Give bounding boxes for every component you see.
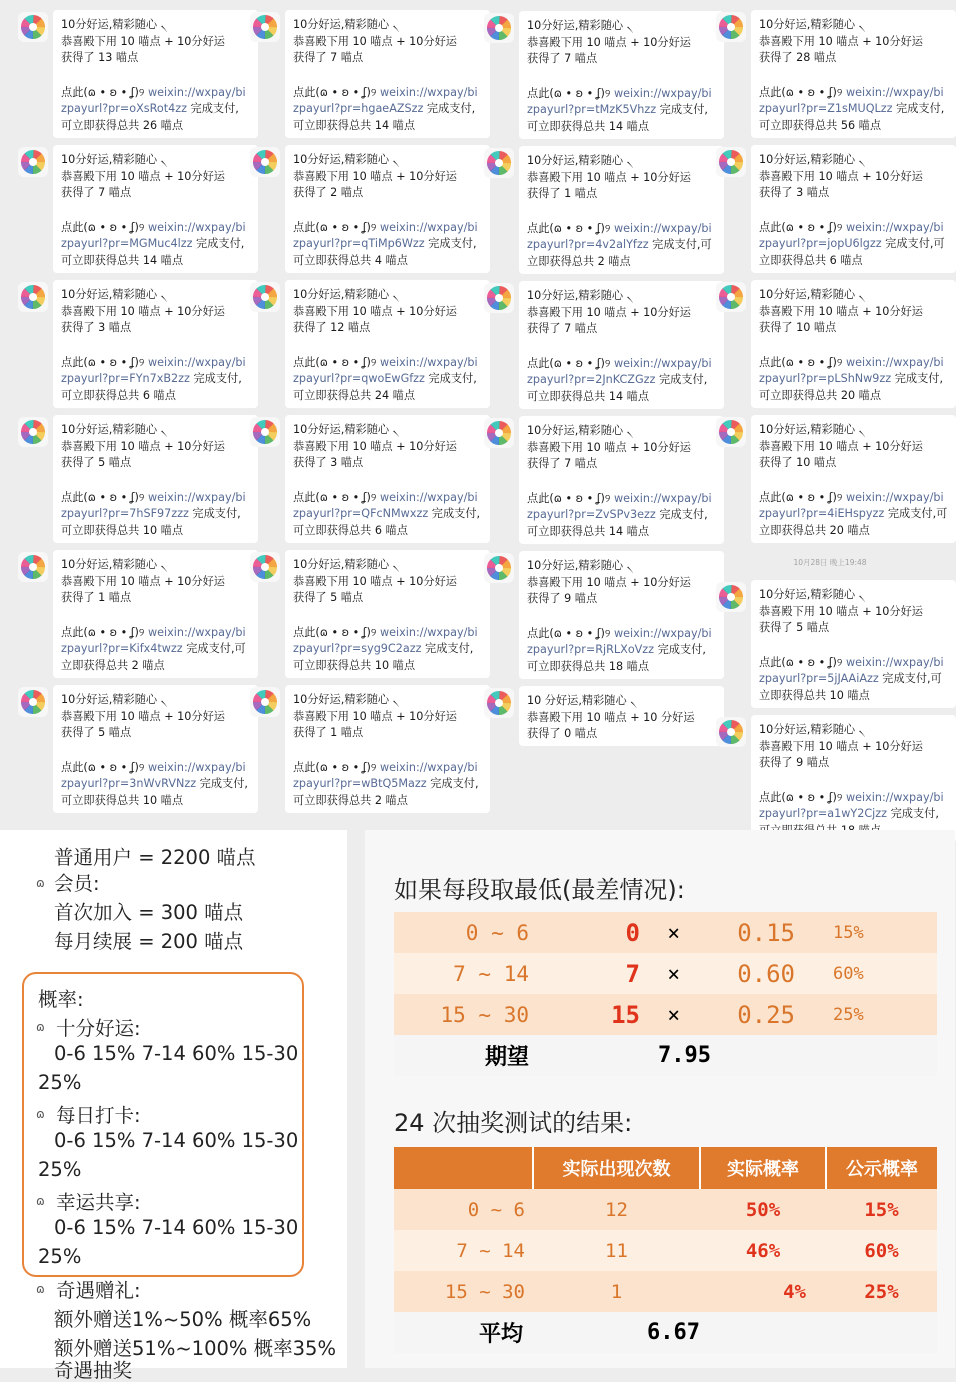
payment-text: [293, 760, 482, 810]
expectation-row: [394, 1035, 937, 1076]
member-label: 会员:: [54, 872, 100, 895]
message-line: 获得了 2 喵点: [293, 186, 364, 199]
payment-prefix: 点此(ɷ • ʚ • ʆ)୨: [293, 220, 380, 234]
payment-prefix: 点此(ɷ • ʚ • ʆ)୨: [293, 760, 380, 774]
message-line: 获得了 0 喵点: [527, 727, 598, 740]
message-line: 获得了 9 喵点: [759, 756, 830, 769]
chat-timestamp: 10月28日 晚上19:48: [793, 558, 867, 567]
message-line: 恭喜殿下用 10 喵点 + 10分好运: [759, 439, 923, 453]
message-line: 10分好运,精彩随心 ৲: [293, 423, 400, 436]
message-line: 恭喜殿下用 10 喵点 + 10分好运: [61, 304, 225, 318]
table-row: [394, 1230, 937, 1271]
sender-avatar[interactable]: [716, 282, 746, 312]
message-line: 10分好运,精彩随心 ৲: [527, 559, 634, 572]
message-line: 10分好运,精彩随心 ৲: [759, 153, 866, 166]
message-bubble[interactable]: [751, 715, 956, 843]
message-bubble[interactable]: [53, 415, 258, 543]
payment-link[interactable]: weixin://wxpay/bizpayurl?pr=a1wY2Cjzz: [759, 790, 944, 820]
message-line: 恭喜殿下用 10 喵点 + 10分好运: [61, 709, 225, 723]
payment-suffix: 完成支付,可立即获得总共 14 喵点: [527, 373, 708, 403]
payment-link[interactable]: weixin://wxpay/bizpayurl?pr=5jJAAiAzz: [759, 655, 944, 685]
payment-link[interactable]: weixin://wxpay/bizpayurl?pr=pLShNw9zz: [759, 355, 944, 385]
payment-prefix: 点此(ɷ • ʚ • ʆ)୨: [759, 490, 846, 504]
message-line: 10分好运,精彩随心 ৲: [759, 588, 866, 601]
pct-cell: 60%: [795, 953, 937, 994]
message-line: 恭喜殿下用 10 喵点 + 10分好运: [527, 170, 691, 184]
payment-suffix: 完成支付,可立即获得总共 2 喵点: [527, 238, 712, 268]
actual-prob-cell: 46%: [700, 1230, 826, 1271]
header-cell: [394, 1147, 533, 1189]
min-cell: 15: [535, 994, 640, 1035]
message-line: 恭喜殿下用 10 喵点 + 10分好运: [61, 574, 225, 588]
payment-link[interactable]: weixin://wxpay/bizpayurl?pr=2JnKCZGzz: [527, 356, 712, 386]
payment-text: [527, 491, 716, 541]
payment-text: [527, 626, 716, 676]
encounter-line-1: 额外赠送1%~50% 概率65%: [54, 1308, 312, 1331]
sender-avatar[interactable]: [484, 13, 514, 43]
message-line: 获得了 3 喵点: [293, 456, 364, 469]
payment-text: [293, 220, 482, 270]
sender-avatar[interactable]: [484, 553, 514, 583]
payment-suffix: 完成支付,可立即获得总共 56 喵点: [759, 102, 945, 132]
payment-suffix: 完成支付,可立即获得总共 4 喵点: [293, 237, 477, 267]
message-line: 恭喜殿下用 10 喵点 + 10分好运: [61, 439, 225, 453]
message-line: 恭喜殿下用 10 喵点 + 10分好运: [527, 440, 691, 454]
payment-text: [61, 625, 250, 675]
payment-link[interactable]: weixin://wxpay/bizpayurl?pr=Kifx4twzz: [61, 625, 246, 655]
message-line: 10分好运,精彩随心 ৲: [293, 693, 400, 706]
message-line: 获得了 10 喵点: [759, 456, 837, 469]
actual-prob-cell: 50%: [700, 1189, 826, 1230]
payment-suffix: 完成支付,可立即获得总共 10 喵点: [61, 777, 248, 807]
encounter-label: 奇遇赠礼:: [56, 1279, 141, 1302]
payment-suffix: 完成支付,可立即获得总共 10 喵点: [61, 507, 241, 537]
test-results-title: 24 次抽奖测试的结果:: [394, 1109, 633, 1137]
message-line: 恭喜殿下用 10 喵点 + 10分好运: [293, 34, 457, 48]
payment-text: [293, 490, 482, 540]
payment-prefix: 点此(ɷ • ʚ • ʆ)୨: [759, 655, 846, 669]
message-bubble[interactable]: [751, 280, 956, 408]
payment-suffix: 完成支付,可立即获得总共 14 喵点: [527, 103, 708, 133]
expectation-label: 期望: [394, 1035, 535, 1076]
message-line: 恭喜殿下用 10 喵点 + 10分好运: [759, 304, 923, 318]
range-cell: 15 ~ 30: [394, 1271, 533, 1312]
sender-avatar[interactable]: [484, 148, 514, 178]
message-line: 获得了 3 喵点: [759, 186, 830, 199]
payment-link[interactable]: weixin://wxpay/bizpayurl?pr=oXsRot4zz: [61, 85, 246, 115]
message-line: 恭喜殿下用 10 喵点 + 10分好运: [61, 34, 225, 48]
actual-prob-cell: 4%: [700, 1271, 826, 1312]
message-line: 恭喜殿下用 10 喵点 + 10 分好运: [527, 710, 695, 724]
bullet-icon: ɷ: [36, 1194, 45, 1208]
worst-case-title: 如果每段取最低(最差情况):: [394, 876, 685, 904]
average-value: 6.67: [533, 1312, 700, 1353]
payment-link[interactable]: weixin://wxpay/bizpayurl?pr=syg9C2azz: [293, 625, 478, 655]
payment-prefix: 点此(ɷ • ʚ • ʆ)୨: [293, 625, 380, 639]
message-line: 获得了 28 喵点: [759, 51, 837, 64]
sender-avatar[interactable]: [484, 283, 514, 313]
message-line: 获得了 7 喵点: [527, 52, 598, 65]
header-cell: 实际出现次数: [533, 1147, 700, 1189]
payment-text: [759, 355, 948, 405]
prob-item-name: 幸运共享:: [56, 1191, 141, 1214]
sender-avatar[interactable]: [250, 147, 280, 177]
payment-suffix: 完成支付,可立即获得总共 10 喵点: [293, 642, 474, 672]
partial-encounter-lottery: 奇遇抽奖: [54, 1359, 133, 1382]
bullet-icon: ɷ: [36, 1107, 45, 1121]
message-line: 10分好运,精彩随心 ৲: [61, 558, 168, 571]
message-line: 恭喜殿下用 10 喵点 + 10分好运: [759, 739, 923, 753]
payment-prefix: 点此(ɷ • ʚ • ʆ)୨: [61, 220, 148, 234]
payment-suffix: 完成支付,可立即获得总共 2 喵点: [61, 642, 246, 672]
payment-link[interactable]: weixin://wxpay/bizpayurl?pr=FYn7xB2zz: [61, 355, 246, 385]
message-line: 获得了 1 喵点: [61, 591, 132, 604]
member-first-join: 首次加入 = 300 喵点: [54, 901, 244, 924]
prob-item-line: 0-6 15% 7-14 60% 15-30: [54, 1042, 299, 1065]
message-line: 恭喜殿下用 10 喵点 + 10分好运: [293, 169, 457, 183]
message-bubble[interactable]: [519, 551, 724, 679]
payment-suffix: 完成支付,可立即获得总共 26 喵点: [61, 102, 239, 132]
message-bubble[interactable]: [751, 145, 956, 273]
prob-item-line: 0-6 15% 7-14 60% 15-30: [54, 1216, 299, 1239]
message-bubble[interactable]: [519, 146, 724, 274]
sender-avatar[interactable]: [250, 12, 280, 42]
payment-link[interactable]: weixin://wxpay/bizpayurl?pr=RjRLXoVzz: [527, 626, 712, 656]
message-line: 获得了 12 喵点: [293, 321, 371, 334]
payment-link[interactable]: weixin://wxpay/bizpayurl?pr=qwoEwGfzz: [293, 355, 478, 385]
message-line: 获得了 7 喵点: [293, 51, 364, 64]
prob-item-name: 十分好运:: [56, 1017, 141, 1040]
message-line: 10分好运,精彩随心 ৲: [759, 723, 866, 736]
sender-avatar[interactable]: [250, 282, 280, 312]
message-bubble[interactable]: [519, 281, 724, 409]
partial-normal-user: 普通用户 = 2200 喵点: [54, 846, 256, 869]
payment-link[interactable]: weixin://wxpay/bizpayurl?pr=jopU6lgzz: [759, 220, 944, 250]
message-line: 获得了 9 喵点: [527, 592, 598, 605]
encounter-line-2: 额外赠送51%~100% 概率35%: [54, 1337, 336, 1360]
message-line: 恭喜殿下用 10 喵点 + 10分好运: [759, 169, 923, 183]
message-line: 10分好运,精彩随心 ৲: [61, 18, 168, 31]
pct-cell: 25%: [795, 994, 937, 1035]
payment-prefix: 点此(ɷ • ʚ • ʆ)୨: [759, 790, 846, 804]
sender-avatar[interactable]: [716, 717, 746, 747]
sender-avatar[interactable]: [250, 417, 280, 447]
message-bubble[interactable]: [519, 416, 724, 544]
sender-avatar[interactable]: [18, 552, 48, 582]
payment-prefix: 点此(ɷ • ʚ • ʆ)୨: [527, 221, 614, 235]
message-line: 10分好运,精彩随心 ৲: [293, 288, 400, 301]
message-line: 恭喜殿下用 10 喵点 + 10分好运: [759, 604, 923, 618]
bullet-icon: ɷ: [36, 1282, 45, 1296]
range-cell: 15 ~ 30: [394, 994, 535, 1035]
sender-avatar[interactable]: [250, 552, 280, 582]
message-line: 10分好运,精彩随心 ৲: [759, 18, 866, 31]
range-cell: 0 ~ 6: [394, 912, 535, 953]
message-line: 获得了 3 喵点: [61, 321, 132, 334]
payment-text: [293, 355, 482, 405]
message-bubble[interactable]: [751, 10, 956, 138]
payment-prefix: 点此(ɷ • ʚ • ʆ)୨: [527, 86, 614, 100]
message-bubble[interactable]: [53, 280, 258, 408]
payment-prefix: 点此(ɷ • ʚ • ʆ)୨: [759, 220, 846, 234]
message-line: 10分好运,精彩随心 ৲: [527, 289, 634, 302]
payment-suffix: 完成支付,可立即获得总共 18 喵点: [527, 643, 706, 673]
payment-suffix: 完成支付,可立即获得总共 2 喵点: [293, 777, 479, 807]
message-line: 恭喜殿下用 10 喵点 + 10分好运: [293, 574, 457, 588]
sender-avatar[interactable]: [250, 687, 280, 717]
table-row: [394, 1189, 937, 1230]
payment-prefix: 点此(ɷ • ʚ • ʆ)୨: [293, 85, 380, 99]
published-prob-cell: 15%: [826, 1189, 937, 1230]
message-line: 恭喜殿下用 10 喵点 + 10分好运: [527, 35, 691, 49]
payment-prefix: 点此(ɷ • ʚ • ʆ)୨: [527, 356, 614, 370]
prob-cell: 0.15: [680, 912, 795, 953]
message-line: 10分好运,精彩随心 ৲: [527, 154, 634, 167]
payment-link[interactable]: weixin://wxpay/bizpayurl?pr=QFcNMwxzz: [293, 490, 478, 520]
payment-text: [293, 85, 482, 135]
message-line: 恭喜殿下用 10 喵点 + 10分好运: [527, 575, 691, 589]
payment-prefix: 点此(ɷ • ʚ • ʆ)୨: [61, 760, 148, 774]
payment-text: [61, 355, 250, 405]
message-bubble[interactable]: [285, 415, 490, 543]
times-cell: ×: [640, 994, 680, 1035]
message-bubble[interactable]: [751, 415, 956, 543]
payment-text: [61, 490, 250, 540]
range-cell: 0 ~ 6: [394, 1189, 533, 1230]
payment-prefix: 点此(ɷ • ʚ • ʆ)୨: [759, 355, 846, 369]
prob-cell: 0.25: [680, 994, 795, 1035]
message-line: 10分好运,精彩随心 ৲: [759, 288, 866, 301]
worst-row: [394, 994, 937, 1035]
payment-link[interactable]: weixin://wxpay/bizpayurl?pr=3nWvRVNzz: [61, 760, 246, 790]
bullet-icon: ɷ: [36, 876, 45, 890]
count-cell: 12: [533, 1189, 700, 1230]
sender-avatar[interactable]: [18, 687, 48, 717]
payment-suffix: 完成支付,可立即获得总共 10 喵点: [759, 672, 942, 702]
message-line: 获得了 10 喵点: [759, 321, 837, 334]
prob-item-name: 每日打卡:: [56, 1104, 141, 1127]
range-cell: 7 ~ 14: [394, 1230, 533, 1271]
message-line: 恭喜殿下用 10 喵点 + 10分好运: [759, 34, 923, 48]
message-bubble[interactable]: [285, 550, 490, 678]
payment-prefix: 点此(ɷ • ʚ • ʆ)୨: [293, 490, 380, 504]
sender-avatar[interactable]: [18, 282, 48, 312]
payment-suffix: 完成支付,可立即获得总共 14 喵点: [61, 237, 245, 267]
payment-suffix: 完成支付,可立即获得总共 24 喵点: [293, 372, 477, 402]
message-line: 10分好运,精彩随心 ৲: [293, 18, 400, 31]
payment-text: [293, 625, 482, 675]
payment-link[interactable]: weixin://wxpay/bizpayurl?pr=qTiMp6Wzz: [293, 220, 478, 250]
message-line: 获得了 7 喵点: [61, 186, 132, 199]
prob-item-line: 25%: [38, 1071, 82, 1094]
published-prob-cell: 25%: [826, 1271, 937, 1312]
message-bubble[interactable]: [519, 686, 724, 746]
message-line: 获得了 13 喵点: [61, 51, 139, 64]
message-line: 恭喜殿下用 10 喵点 + 10分好运: [293, 709, 457, 723]
message-line: 获得了 5 喵点: [759, 621, 830, 634]
message-line: 恭喜殿下用 10 喵点 + 10分好运: [293, 304, 457, 318]
range-cell: 7 ~ 14: [394, 953, 535, 994]
payment-prefix: 点此(ɷ • ʚ • ʆ)୨: [61, 355, 148, 369]
message-bubble[interactable]: [53, 145, 258, 273]
message-line: 恭喜殿下用 10 喵点 + 10分好运: [293, 439, 457, 453]
payment-suffix: 完成支付,可立即获得总共 14 喵点: [293, 102, 476, 132]
payment-suffix: 完成支付,可立即获得总共 20 喵点: [759, 372, 944, 402]
payment-text: [527, 356, 716, 406]
message-bubble[interactable]: [53, 550, 258, 678]
message-line: 获得了 5 喵点: [293, 591, 364, 604]
payment-text: [759, 490, 948, 540]
sender-avatar[interactable]: [716, 417, 746, 447]
payment-text: [61, 760, 250, 810]
average-row: [394, 1312, 937, 1353]
sender-avatar[interactable]: [18, 417, 48, 447]
prob-cell: 0.60: [680, 953, 795, 994]
message-bubble[interactable]: [285, 280, 490, 408]
payment-prefix: 点此(ɷ • ʚ • ʆ)୨: [61, 85, 148, 99]
payment-text: [759, 85, 948, 135]
payment-prefix: 点此(ɷ • ʚ • ʆ)୨: [527, 491, 614, 505]
payment-link[interactable]: weixin://wxpay/bizpayurl?pr=tMzK5Vhzz: [527, 86, 712, 116]
message-line: 恭喜殿下用 10 喵点 + 10分好运: [61, 169, 225, 183]
message-line: 10分好运,精彩随心 ৲: [61, 153, 168, 166]
published-prob-cell: 60%: [826, 1230, 937, 1271]
bullet-icon: ɷ: [36, 1020, 45, 1034]
payment-text: [527, 86, 716, 136]
payment-text: [527, 221, 716, 271]
payment-link[interactable]: weixin://wxpay/bizpayurl?pr=4iEHspyzz: [759, 490, 944, 520]
payment-suffix: 完成支付,可立即获得总共 6 喵点: [61, 372, 242, 402]
message-bubble[interactable]: [285, 10, 490, 138]
probability-label: 概率:: [38, 988, 84, 1011]
sender-avatar[interactable]: [484, 418, 514, 448]
payment-text: [759, 220, 948, 270]
payment-suffix: 完成支付,可立即获得总共 6 喵点: [293, 507, 481, 537]
message-bubble[interactable]: [285, 145, 490, 273]
payment-link[interactable]: weixin://wxpay/bizpayurl?pr=wBtQ5Mazz: [293, 760, 478, 790]
message-line: 10分好运,精彩随心 ৲: [293, 558, 400, 571]
payment-suffix: 完成支付,: [890, 807, 939, 820]
message-line: 获得了 1 喵点: [293, 726, 364, 739]
message-line: 获得了 5 喵点: [61, 726, 132, 739]
payment-suffix: 完成支付,可立即获得总共 6 喵点: [759, 237, 945, 267]
message-bubble[interactable]: [53, 685, 258, 813]
count-cell: 11: [533, 1230, 700, 1271]
message-line: 10分好运,精彩随心 ৲: [527, 424, 634, 437]
message-line: 10分好运,精彩随心 ৲: [759, 423, 866, 436]
worst-row: [394, 953, 937, 994]
sender-avatar[interactable]: [716, 12, 746, 42]
prob-item-line: 25%: [38, 1158, 82, 1181]
message-line: 获得了 1 喵点: [527, 187, 598, 200]
message-line: 获得了 5 喵点: [61, 456, 132, 469]
count-cell: 1: [533, 1271, 700, 1312]
times-cell: ×: [640, 953, 680, 994]
payment-link[interactable]: weixin://wxpay/bizpayurl?pr=hgaeAZSzz: [293, 85, 478, 115]
min-cell: 7: [535, 953, 640, 994]
pct-cell: 15%: [795, 912, 937, 953]
payment-text: [61, 220, 250, 270]
sender-avatar[interactable]: [484, 688, 514, 718]
payment-prefix: 点此(ɷ • ʚ • ʆ)୨: [61, 490, 148, 504]
payment-link[interactable]: weixin://wxpay/bizpayurl?pr=Z1sMUQLzz: [759, 85, 944, 115]
message-line: 10分好运,精彩随心 ৲: [61, 693, 168, 706]
payment-text: [759, 655, 948, 705]
sender-avatar[interactable]: [716, 582, 746, 612]
payment-prefix: 点此(ɷ • ʚ • ʆ)୨: [759, 85, 846, 99]
message-line: 10 分好运,精彩随心 ৲: [527, 694, 638, 707]
message-line: 恭喜殿下用 10 喵点 + 10分好运: [527, 305, 691, 319]
header-cell: 公示概率: [826, 1147, 937, 1189]
expectation-value: 7.95: [535, 1035, 795, 1076]
times-cell: ×: [640, 912, 680, 953]
payment-prefix: 点此(ɷ • ʚ • ʆ)୨: [293, 355, 380, 369]
payment-link[interactable]: weixin://wxpay/bizpayurl?pr=MGMuc4lzz: [61, 220, 246, 250]
worst-row: [394, 912, 937, 953]
payment-prefix: 点此(ɷ • ʚ • ʆ)୨: [61, 625, 148, 639]
payment-text: [61, 85, 250, 135]
message-line: 10分好运,精彩随心 ৲: [61, 288, 168, 301]
min-cell: 0: [535, 912, 640, 953]
payment-suffix: 完成支付,可立即获得总共 20 喵点: [759, 507, 948, 537]
message-bubble[interactable]: [751, 580, 956, 708]
payment-suffix: 完成支付,可立即获得总共 14 喵点: [527, 508, 708, 538]
message-line: 10分好运,精彩随心 ৲: [61, 423, 168, 436]
worst-case-table: [394, 912, 937, 1076]
message-bubble[interactable]: [285, 685, 490, 813]
test-results-table: [394, 1147, 937, 1353]
message-bubble[interactable]: [53, 10, 258, 138]
member-monthly: 每月续展 = 200 喵点: [54, 930, 244, 953]
message-line: 获得了 7 喵点: [527, 322, 598, 335]
payment-prefix: 点此(ɷ • ʚ • ʆ)୨: [527, 626, 614, 640]
message-line: 10分好运,精彩随心 ৲: [293, 153, 400, 166]
message-bubble[interactable]: [519, 11, 724, 139]
table-header-row: [394, 1147, 937, 1189]
sender-avatar[interactable]: [18, 12, 48, 42]
payment-link[interactable]: weixin://wxpay/bizpayurl?pr=ZvSPv3ezz: [527, 491, 712, 521]
message-line: 10分好运,精彩随心 ৲: [527, 19, 634, 32]
sender-avatar[interactable]: [18, 147, 48, 177]
header-cell: 实际概率: [700, 1147, 826, 1189]
prob-item-line: 25%: [38, 1245, 82, 1268]
prob-item-line: 0-6 15% 7-14 60% 15-30: [54, 1129, 299, 1152]
table-row: [394, 1271, 937, 1312]
message-line: 获得了 7 喵点: [527, 457, 598, 470]
payment-link[interactable]: weixin://wxpay/bizpayurl?pr=4v2alYfzz: [527, 221, 712, 251]
payment-link[interactable]: weixin://wxpay/bizpayurl?pr=7hSF97zzz: [61, 490, 246, 520]
average-label: 平均: [394, 1312, 533, 1353]
sender-avatar[interactable]: [716, 147, 746, 177]
